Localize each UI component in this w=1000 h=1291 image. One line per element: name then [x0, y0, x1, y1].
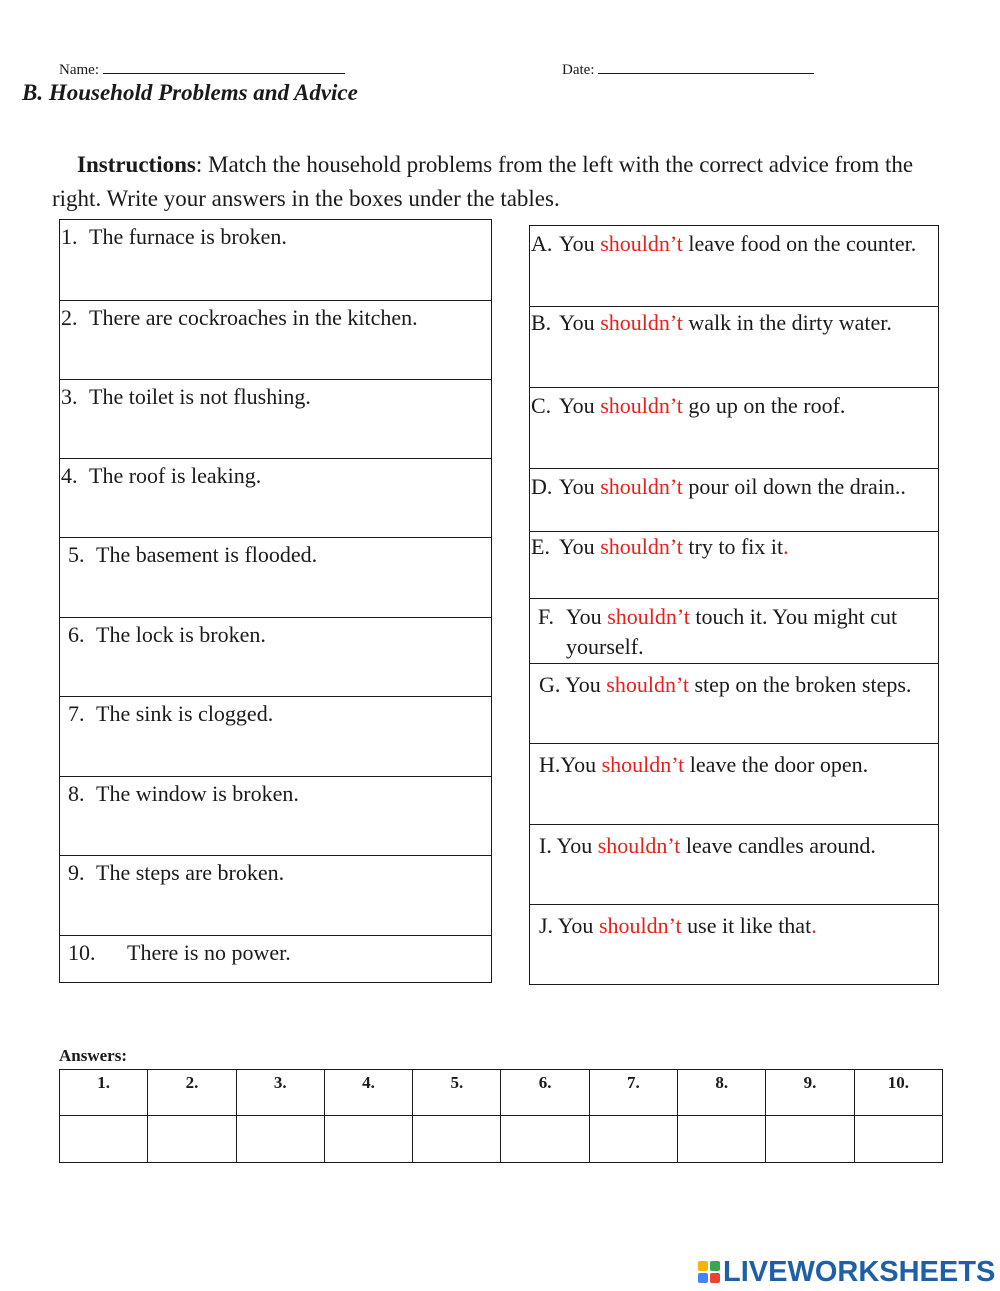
answer-column-header: 7.	[589, 1070, 677, 1116]
advice-text: You shouldn’t touch it. You might cut yourself.	[566, 604, 898, 659]
advice-text: G. You shouldn’t step on the broken steps.	[539, 672, 912, 697]
problem-row	[60, 855, 491, 935]
problem-text: The window is broken.	[96, 781, 299, 806]
advice-row	[530, 387, 938, 468]
liveworksheets-logo-icon	[698, 1261, 720, 1283]
answer-box[interactable]	[678, 1116, 766, 1163]
problem-row	[60, 300, 491, 379]
answer-box[interactable]	[60, 1116, 148, 1163]
advice-letter: D.	[531, 474, 553, 499]
problem-text: The steps are broken.	[96, 860, 285, 885]
advice-row	[530, 904, 938, 985]
advice-letter: E.	[531, 534, 550, 559]
logo-square	[698, 1273, 708, 1283]
problem-number: 6.	[68, 622, 85, 647]
advice-text: J. You shouldn’t use it like that.	[539, 913, 817, 938]
advice-row	[530, 824, 938, 904]
answer-box[interactable]	[413, 1116, 501, 1163]
answer-column-header: 8.	[678, 1070, 766, 1116]
liveworksheets-brand	[698, 1255, 995, 1289]
logo-square	[698, 1261, 708, 1271]
logo-square	[710, 1273, 720, 1283]
advice-letter: F.	[538, 604, 554, 629]
problem-number: 5.	[68, 542, 85, 567]
name-field	[59, 60, 345, 79]
answer-box[interactable]	[148, 1116, 236, 1163]
advice-table	[529, 225, 939, 985]
answer-box[interactable]	[766, 1116, 854, 1163]
instructions-text: : Match the household problems from the left with the correct advice from the right. Write your answers in the boxes under the tables.	[52, 152, 914, 211]
advice-letter: C.	[531, 393, 552, 418]
instructions-label: Instructions	[77, 152, 196, 177]
problem-row	[60, 935, 491, 983]
advice-row	[530, 306, 938, 387]
date-field	[562, 60, 814, 79]
problem-row	[60, 458, 491, 537]
section-title: B. Household Problems and Advice	[22, 80, 358, 105]
advice-text: You shouldn’t go up on the roof.	[559, 393, 846, 418]
name-line[interactable]	[103, 60, 345, 74]
answers-table	[59, 1069, 943, 1163]
brand-text: LIVEWORKSHEETS	[723, 1255, 996, 1288]
advice-letter: A.	[531, 231, 553, 256]
problem-text: The toilet is not flushing.	[89, 384, 311, 409]
advice-text: You shouldn’t walk in the dirty water.	[559, 310, 892, 335]
advice-row	[530, 531, 938, 598]
problem-row	[60, 696, 491, 776]
problem-number: 7.	[68, 701, 85, 726]
instructions	[52, 148, 952, 216]
problem-row	[60, 379, 491, 458]
problems-table	[59, 219, 492, 983]
problem-row	[60, 220, 491, 300]
advice-row	[530, 663, 938, 743]
logo-square	[710, 1261, 720, 1271]
problem-text: The basement is flooded.	[96, 542, 318, 567]
problem-row	[60, 776, 491, 855]
name-label: Name:	[59, 62, 99, 78]
problem-row	[60, 617, 491, 696]
answer-column-header: 4.	[324, 1070, 412, 1116]
problem-number: 10.	[68, 940, 96, 965]
answer-column-header: 2.	[148, 1070, 236, 1116]
answer-box[interactable]	[236, 1116, 324, 1163]
answers-label: Answers:	[59, 1046, 127, 1065]
problem-number: 4.	[61, 463, 78, 488]
problem-number: 1.	[61, 224, 78, 249]
problem-text: There is no power.	[127, 940, 291, 965]
advice-row	[530, 598, 938, 663]
answer-column-header: 3.	[236, 1070, 324, 1116]
problem-text: There are cockroaches in the kitchen.	[89, 305, 418, 330]
answer-box[interactable]	[589, 1116, 677, 1163]
advice-text: I. You shouldn’t leave candles around.	[539, 833, 876, 858]
advice-text: H.You shouldn’t leave the door open.	[539, 752, 869, 777]
problem-number: 8.	[68, 781, 85, 806]
answer-box[interactable]	[324, 1116, 412, 1163]
problem-row	[60, 537, 491, 617]
answer-column-header: 1.	[60, 1070, 148, 1116]
answer-column-header: 6.	[501, 1070, 589, 1116]
problem-number: 3.	[61, 384, 78, 409]
advice-text: You shouldn’t pour oil down the drain..	[559, 474, 906, 499]
answer-column-header: 9.	[766, 1070, 854, 1116]
problem-number: 9.	[68, 860, 85, 885]
advice-letter: B.	[531, 310, 552, 335]
advice-row	[530, 226, 938, 306]
advice-row	[530, 468, 938, 531]
answer-column-header: 5.	[413, 1070, 501, 1116]
date-label: Date:	[562, 62, 595, 78]
problem-text: The roof is leaking.	[89, 463, 262, 488]
problem-text: The furnace is broken.	[89, 224, 287, 249]
advice-text: You shouldn’t try to fix it.	[559, 534, 789, 559]
advice-text: You shouldn’t leave food on the counter.	[559, 231, 917, 256]
problem-text: The lock is broken.	[96, 622, 266, 647]
advice-row	[530, 743, 938, 824]
answer-column-header: 10.	[854, 1070, 942, 1116]
problem-number: 2.	[61, 305, 78, 330]
problem-text: The sink is clogged.	[96, 701, 274, 726]
date-line[interactable]	[598, 60, 814, 74]
answer-box[interactable]	[854, 1116, 942, 1163]
answer-box[interactable]	[501, 1116, 589, 1163]
